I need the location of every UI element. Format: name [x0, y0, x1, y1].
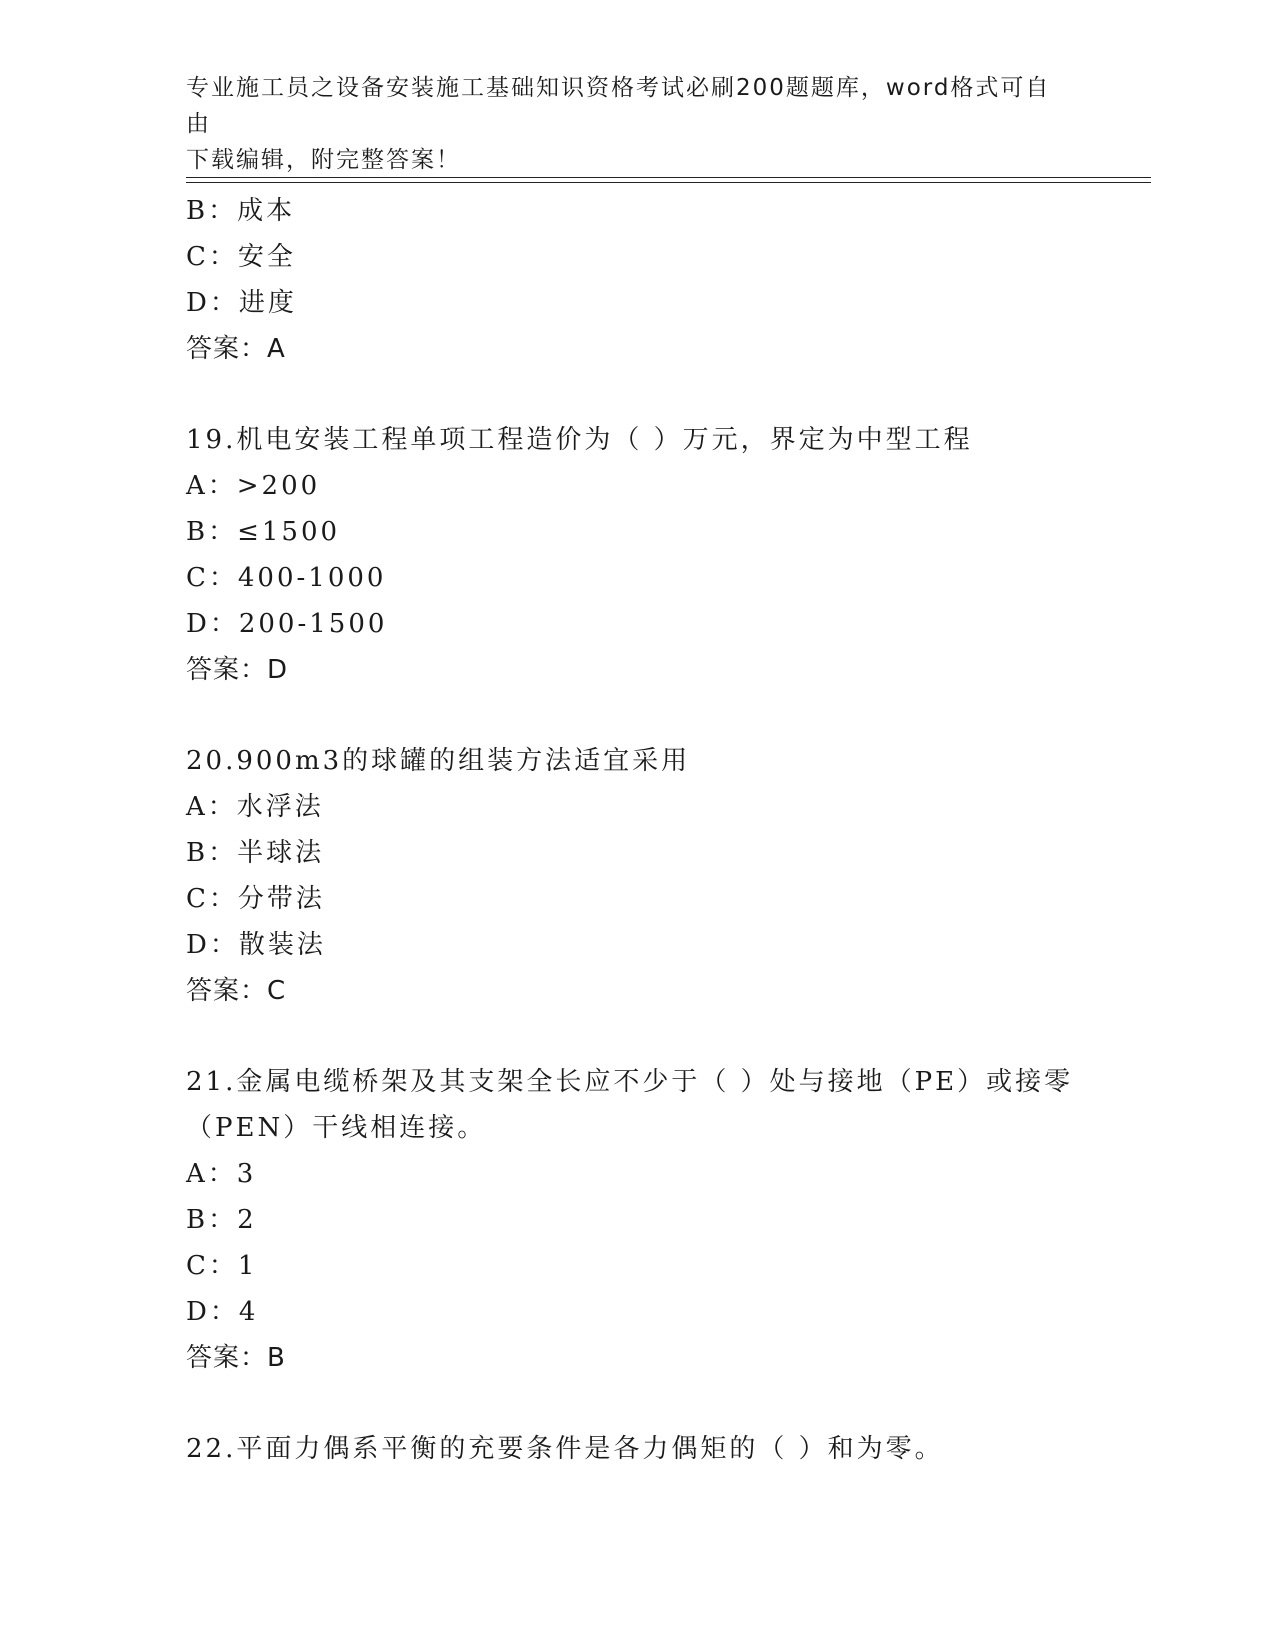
q19-answer: 答案：D [186, 655, 289, 685]
header-divider-top [186, 177, 1151, 178]
q18-option-b: B：成本 [186, 196, 296, 226]
q21-option-c: C：1 [186, 1251, 258, 1281]
question-19-block [186, 417, 1086, 693]
q18-option-d: D：进度 [186, 288, 297, 318]
q20-text: 20.900m3的球罐的组装方法适宜采用 [186, 746, 691, 776]
q19-option-c: C：400-1000 [186, 563, 387, 593]
q21-answer: 答案：B [186, 1343, 286, 1373]
question-22-block [186, 1426, 1086, 1472]
question-18-block [186, 188, 1086, 372]
header-line-1: 专业施工员之设备安装施工基础知识资格考试必刷200题题库，word格式可自由 [186, 75, 1051, 137]
header-line-2: 下载编辑，附完整答案！ [186, 147, 461, 173]
q20-option-b: B：半球法 [186, 838, 325, 868]
q20-answer: 答案：C [186, 976, 287, 1006]
q19-option-a: A：>200 [186, 471, 321, 501]
header-divider-bottom [186, 182, 1151, 183]
q20-option-a: A：水浮法 [186, 792, 324, 822]
document-header [186, 70, 1066, 178]
q20-option-d: D：散装法 [186, 930, 326, 960]
q19-option-d: D：200-1500 [186, 609, 388, 639]
q20-option-c: C：分带法 [186, 884, 325, 914]
q18-answer: 答案：A [186, 334, 286, 364]
q21-option-b: B：2 [186, 1205, 257, 1235]
question-20-block [186, 738, 1086, 1014]
q18-option-c: C：安全 [186, 242, 296, 272]
q21-option-d: D：4 [186, 1297, 259, 1327]
q21-option-a: A：3 [186, 1159, 257, 1189]
q22-text: 22.平面力偶系平衡的充要条件是各力偶矩的（ ）和为零。 [186, 1434, 944, 1464]
q21-text-line-2: （PEN）干线相连接。 [186, 1113, 487, 1143]
q19-text: 19.机电安装工程单项工程造价为（ ）万元，界定为中型工程 [186, 425, 973, 455]
question-list [186, 188, 1086, 1472]
question-21-block [186, 1059, 1086, 1381]
q21-text-line-1: 21.金属电缆桥架及其支架全长应不少于（ ）处与接地（PE）或接零 [186, 1067, 1074, 1097]
q19-option-b: B：≤1500 [186, 517, 341, 547]
